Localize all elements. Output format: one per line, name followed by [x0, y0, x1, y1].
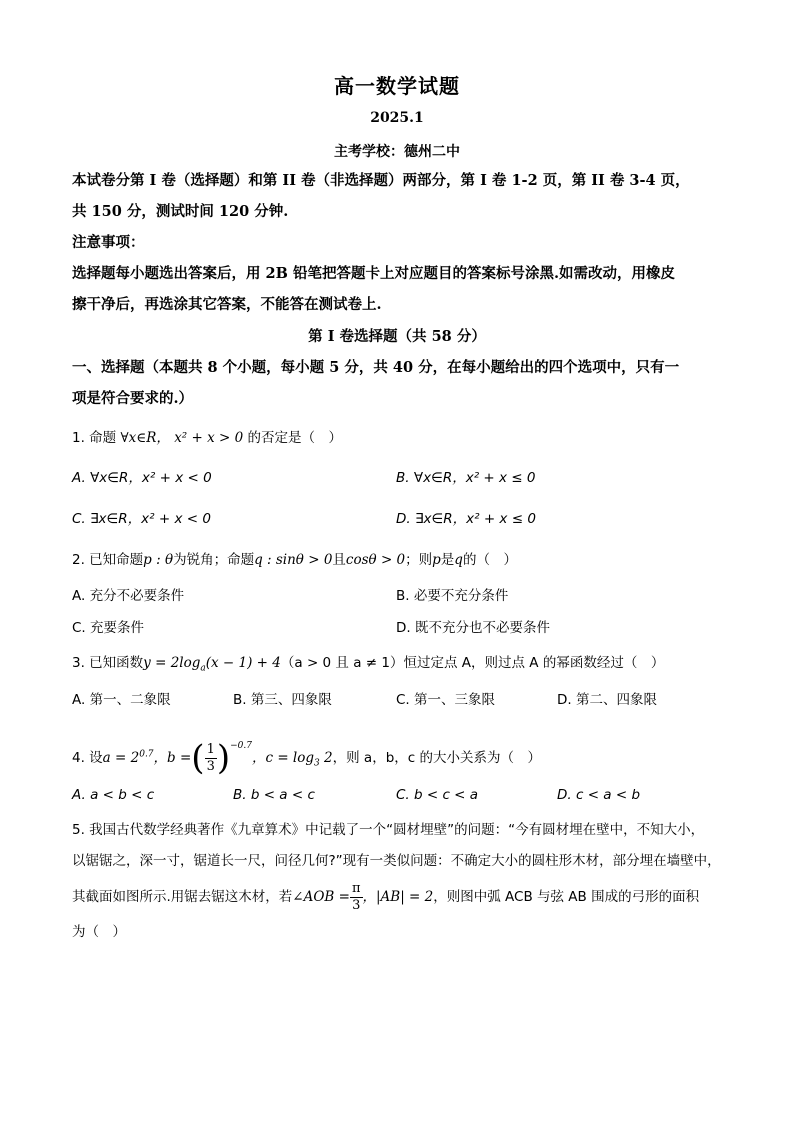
q2-text-e: 是 — [440, 552, 455, 568]
host-school: 主考学校：德州二中 — [334, 144, 460, 160]
q3-option-b: B. 第三、四象限 — [233, 692, 332, 708]
left-paren: ( — [191, 738, 205, 778]
section-heading — [72, 352, 724, 414]
q2-text-c: 且 — [332, 552, 346, 568]
q4-b-exponent: −0.7 — [230, 741, 252, 751]
q3-option-d: D. 第二、四象限 — [557, 692, 657, 708]
q2-option-b: B. 必要不充分条件 — [396, 588, 509, 604]
question-4-stem — [72, 724, 726, 786]
section-heading-line-1: 一、选择题（本题共 8 个小题，每小题 5 分，共 40 分，在每小题给出的四个选项中，只有一 — [72, 359, 680, 376]
q5-line-1: 5. 我国古代数学经典著作《九章算术》中记载了一个“圆材埋壁”的问题：“今有圆材埋在壁中，不知大小， — [72, 822, 705, 838]
q4-option-b: B. b < a < c — [233, 787, 315, 803]
q2-q: q : sinθ > 0 — [254, 552, 333, 568]
q1-quantifier: ∀x∈R， — [120, 430, 170, 446]
q4-number: 4. 设 — [72, 750, 103, 766]
q3-function: y = 2log — [143, 655, 201, 671]
notice-line-1: 选择题每小题选出答案后，用 2B 铅笔把答题卡上对应题目的答案标号涂黑.如需改动，用橡皮 — [72, 265, 675, 282]
q1-tail: 的否定是（ ） — [247, 430, 343, 446]
q3-number: 3. 已知函数 — [72, 655, 144, 671]
section-heading-line-2: 项是符合要求的.） — [72, 390, 194, 407]
q3-log-base: a — [200, 663, 206, 674]
q4-a: a = 2 — [102, 750, 140, 766]
q2-cos: cosθ > 0 — [345, 552, 406, 568]
q2-q2: q — [454, 552, 463, 568]
q4-fraction — [205, 742, 217, 775]
q3-option-c: C. 第一、三象限 — [396, 692, 496, 708]
q1-option-c: C. ∃x∈R，x² + x < 0 — [72, 511, 211, 527]
q1-option-b: B. ∀x∈R，x² + x ≤ 0 — [396, 470, 536, 486]
q2-p: p : θ — [143, 552, 174, 568]
right-paren: ) — [216, 738, 231, 778]
exam-title: 高一数学试题 — [334, 74, 460, 98]
q4-c-base: 3 — [314, 758, 320, 769]
exam-date: 2025.1 — [370, 110, 424, 126]
q5-line-3 — [72, 877, 728, 917]
question-1-stem — [72, 428, 726, 448]
q4-option-a: A. a < b < c — [72, 787, 155, 803]
q5-fraction-numerator: π — [351, 880, 361, 896]
question-5-stem — [72, 815, 728, 948]
q1-option-a: A. ∀x∈R，x² + x < 0 — [72, 470, 212, 486]
q1-expression: x² + x > 0 — [174, 430, 244, 446]
q5-line-3-b: ，则图中弧 ACB 与弦 AB 围成的弓形的面积 — [433, 889, 700, 905]
q1-number: 1. 命题 — [72, 430, 117, 446]
q4-b: ，b = — [153, 750, 192, 766]
q3-tail: 恒过定点 A，则过点 A 的幂函数经过（ ） — [403, 655, 665, 671]
question-2-stem — [72, 550, 726, 570]
q5-fraction — [350, 881, 363, 914]
notice-label: 注意事项： — [72, 234, 145, 251]
q4-a-exponent: 0.7 — [139, 749, 154, 760]
q5-line-2: 以锯锯之，深一寸，锯道长一尺，问径几何?”现有一类似问题：不确定大小的圆柱形木材，部分埋在墙壁中， — [72, 853, 721, 869]
q2-text-a: 2. 已知命题 — [72, 552, 144, 568]
q5-line-3-a: 其截面如图所示.用锯去锯这木材，若 — [72, 889, 293, 905]
q4-c: ，c = log — [251, 750, 315, 766]
q3-option-a: A. 第一、二象限 — [72, 692, 171, 708]
intro-paragraph — [72, 165, 724, 320]
q2-p2: p — [432, 552, 441, 568]
q4-fraction-numerator: 1 — [206, 741, 215, 757]
q4-fraction-denominator: 3 — [206, 758, 215, 774]
q2-text-f: 的（ ） — [462, 552, 517, 568]
section-title: 第 I 卷选择题（共 58 分） — [308, 328, 486, 345]
q3-condition: （a > 0 且 a ≠ 1） — [280, 655, 404, 671]
q2-option-c: C. 充要条件 — [72, 620, 145, 636]
q5-angle: ∠AOB = — [292, 889, 350, 905]
q3-argument: (x − 1) + 4 — [205, 655, 281, 671]
q2-option-a: A. 充分不必要条件 — [72, 588, 185, 604]
q5-fraction-denominator: 3 — [352, 897, 361, 913]
q4-option-d: D. c < a < b — [557, 787, 641, 803]
q2-text-b: 为锐角；命题 — [173, 552, 255, 568]
q1-option-d: D. ∃x∈R，x² + x ≤ 0 — [396, 511, 536, 527]
q4-tail: ，则 a，b，c 的大小关系为（ ） — [332, 750, 541, 766]
q4-c-arg: 2 — [319, 750, 333, 766]
q5-ab: ，|AB| = 2 — [362, 889, 434, 905]
question-3-stem — [72, 653, 726, 679]
intro-line-2: 共 150 分，测试时间 120 分钟. — [72, 203, 289, 220]
intro-line-1: 本试卷分第 I 卷（选择题）和第 II 卷（非选择题）两部分，第 I 卷 1-2 页，第 II 卷 3-4 页， — [72, 172, 690, 189]
notice-line-2: 擦干净后，再选涂其它答案，不能答在测试卷上. — [72, 296, 382, 313]
q5-line-4: 为（ ） — [72, 924, 126, 940]
q2-option-d: D. 既不充分也不必要条件 — [396, 620, 550, 636]
q2-text-d: ；则 — [405, 552, 433, 568]
q4-option-c: C. b < c < a — [396, 787, 479, 803]
